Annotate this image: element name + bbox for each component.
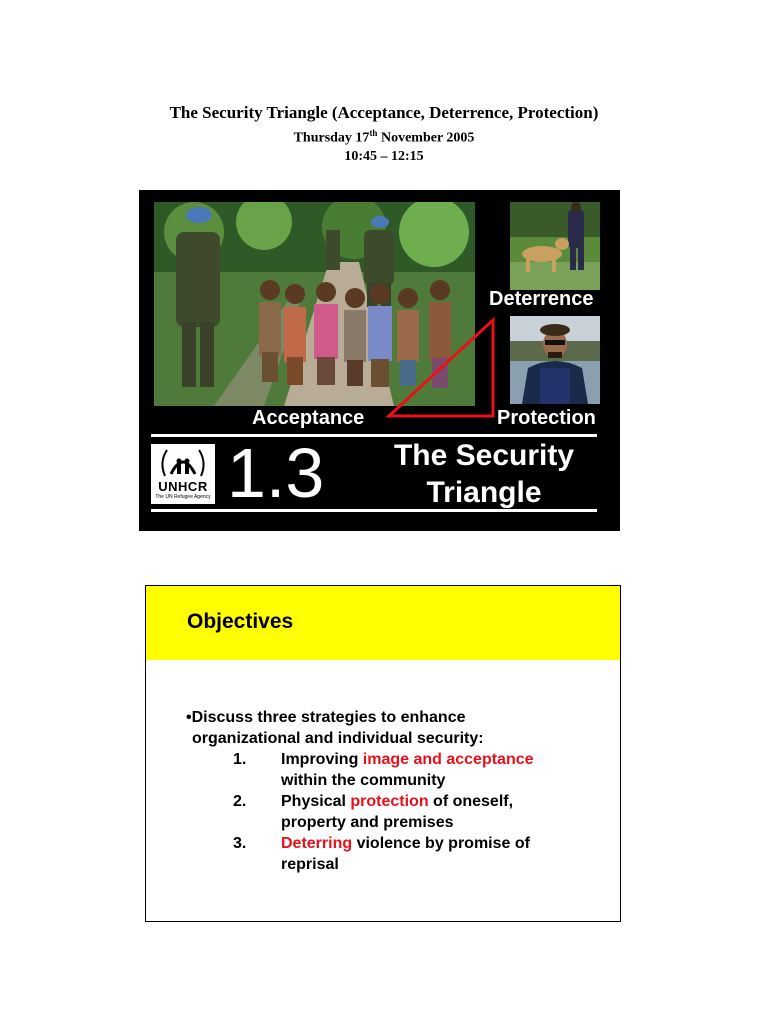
item-text: Physical [281,793,351,810]
item-highlight: Deterring [281,835,353,852]
list-item-3-continued: reprisal [281,856,339,873]
date-suffix: November 2005 [377,130,475,146]
logo-subtitle: The UN Refugee Agency [155,494,211,500]
slide-title [369,437,599,511]
label-acceptance: Acceptance [252,407,365,429]
objectives-banner [146,586,620,660]
objectives-heading: Objectives [187,610,294,633]
item-text: of oneself, [428,793,514,810]
unhcr-emblem-icon [151,444,215,480]
list-item-1 [281,749,534,770]
bullet-line-2: organizational and individual security: [192,730,484,747]
date-superscript: th [369,128,378,138]
logo-wordmark: UNHCR [158,479,208,494]
list-item-2 [281,791,513,812]
document-date [0,128,768,147]
item-highlight: protection [350,793,429,810]
document-time: 10:45 – 12:15 [344,149,424,164]
slide-title-line1: The Security [393,439,575,472]
item-text: Improving [281,751,363,768]
objectives-slide [145,585,621,922]
item-text: violence by promise of [352,835,530,852]
unhcr-logo [151,444,215,504]
module-number: 1.3 [227,434,325,512]
list-item-3 [281,833,530,854]
label-deterrence: Deterrence [489,288,594,310]
date-prefix: Thursday 17 [293,130,370,146]
item-number: 3. [233,835,247,852]
item-highlight: image and acceptance [362,751,534,768]
list-item-1-continued: within the community [281,772,446,789]
title-slide [139,190,620,531]
item-number: 1. [233,751,247,768]
list-item-2-continued: property and premises [281,814,454,831]
document-title: The Security Triangle (Acceptance, Deterrence, Protection) [169,103,599,122]
slide-title-line2: Triangle [426,476,542,509]
label-protection: Protection [497,407,596,429]
item-number: 2. [233,793,247,810]
bullet-line-1: •Discuss three strategies to enhance [186,709,466,726]
